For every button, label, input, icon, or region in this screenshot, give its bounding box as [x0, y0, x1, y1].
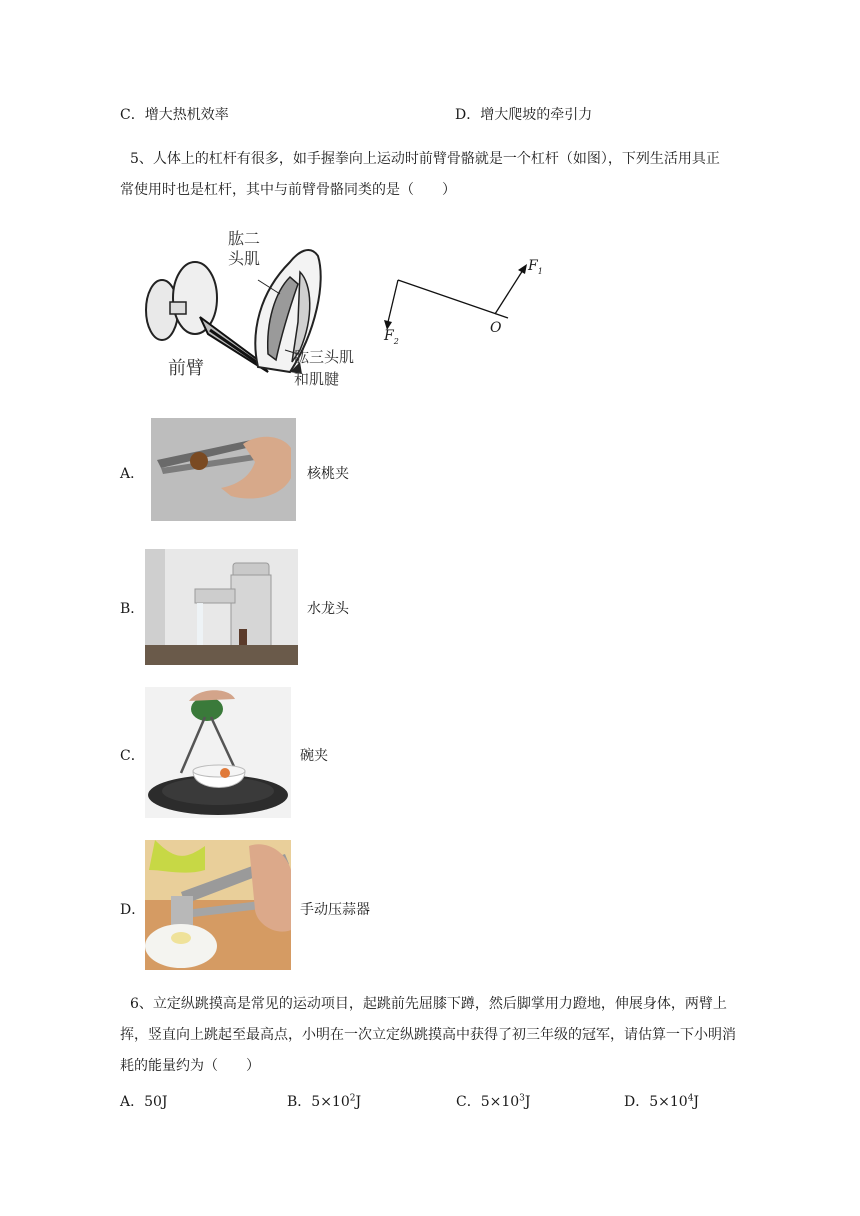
walnut-cracker-photo: [151, 418, 296, 521]
q5-option-b-letter[interactable]: B．: [120, 601, 145, 617]
faucet-photo: [145, 549, 298, 665]
q5-option-d-letter[interactable]: D．: [120, 902, 146, 918]
q5-stem-line1: 5、人体上的杠杆有很多，如手握拳向上运动时前臂骨骼就是一个杠杆（如图），下列生活用具正: [130, 151, 720, 167]
label-biceps-line1: 肱二: [228, 229, 261, 248]
label-triceps-line1: 肱三头肌: [294, 348, 355, 366]
option-c-prev: C．增大热机效率: [120, 107, 229, 123]
arm-illustration: [140, 222, 580, 394]
q6-stem-line3: 耗的能量约为（ ）: [120, 1058, 260, 1074]
q5-option-c-text: 碗夹: [300, 748, 328, 764]
q6-stem-line2: 挥，竖直向上跳起至最高点，小明在一次立定纵跳摸高中获得了初三年级的冠军，请估算一下小明消: [120, 1027, 736, 1043]
q5-stem: [120, 144, 775, 206]
q5-stem-line2: 常使用时也是杠杆，其中与前臂骨骼同类的是（ ）: [120, 182, 456, 198]
option-d-prev: D．增大爬坡的牵引力: [455, 107, 593, 123]
arm-lever-figure: [140, 222, 580, 394]
bowl-clamp-photo: [145, 687, 291, 818]
label-triceps-line2: 和肌腱: [294, 370, 340, 388]
label-biceps-line2: 头肌: [228, 249, 261, 268]
q5-option-a-letter[interactable]: A．: [120, 466, 145, 482]
q6-option-c[interactable]: C．$5\times 10^3J$: [456, 1093, 531, 1110]
pivot-o-label: O: [490, 320, 502, 336]
garlic-press-photo: [145, 840, 291, 970]
q5-option-a-text: 核桃夹: [307, 466, 349, 482]
q5-option-b-text: 水龙头: [307, 601, 349, 617]
label-forearm: 前臂: [168, 358, 204, 379]
q6-stem-line1: 6、立定纵跳摸高是常见的运动项目，起跳前先屈膝下蹲，然后脚掌用力蹬地，伸展身体，两臂上: [130, 996, 727, 1012]
q6-stem: [120, 989, 775, 1082]
q6-option-b[interactable]: B．$5\times 10^2J$: [287, 1093, 362, 1110]
q6-option-a[interactable]: A．50J: [120, 1094, 168, 1110]
q5-option-c-letter[interactable]: C．: [120, 748, 145, 764]
q5-option-d-text: 手动压蒜器: [300, 902, 370, 918]
force-f2-label: $F_2$: [384, 328, 399, 346]
q6-option-d[interactable]: D．$5\times 10^4J$: [624, 1093, 700, 1110]
force-f1-label: $F_1$: [528, 258, 543, 276]
